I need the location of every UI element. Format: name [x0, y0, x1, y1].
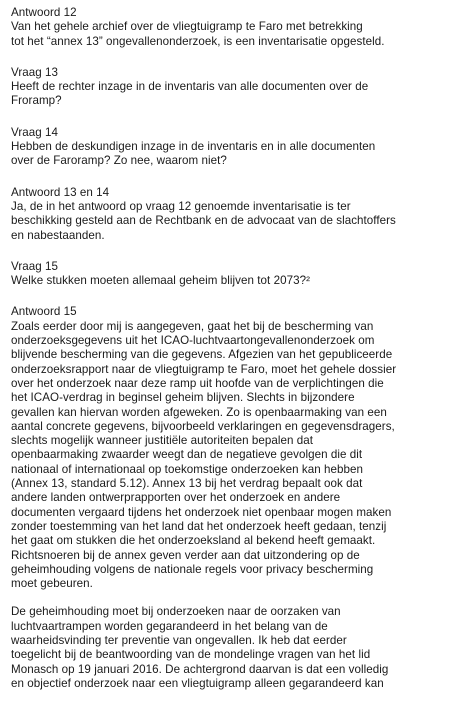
text-line: Van het gehele archief over de vliegtuigramp te Faro met betrekking — [11, 20, 363, 34]
text-line: Zoals eerder door mij is aangegeven, gaat het bij de bescherming van — [11, 319, 374, 333]
text-line: slechts mogelijk wanneer justitiële autoriteiten bepalen dat — [11, 434, 314, 448]
text-line: over het onderzoek naar deze ramp uit hoofde van de verplichtingen die — [11, 376, 384, 390]
text-line: het gaat om stukken die het onderzoeksland al bekend heeft gemaakt. — [11, 534, 376, 548]
section-vraag-13 — [11, 66, 466, 109]
text-line: moet gebeuren. — [11, 577, 93, 591]
section-heading: Antwoord 15 — [11, 305, 77, 319]
section-antwoord-15 — [11, 305, 466, 691]
section-heading: Antwoord 13 en 14 — [11, 185, 110, 199]
text-line: Froramp? — [11, 94, 62, 108]
text-line: andere landen ontwerprapporten over het onderzoek en andere — [11, 491, 341, 505]
text-line: Welke stukken moeten allemaal geheim blijven tot 2073?² — [11, 274, 310, 288]
section-antwoord-13-14 — [11, 186, 466, 243]
text-line: luchtvaartrampen worden gegarandeerd in het belang van de — [11, 619, 328, 633]
section-antwoord-12 — [11, 6, 466, 49]
section-vraag-14 — [11, 126, 466, 169]
section-vraag-15 — [11, 260, 466, 289]
text-line: De geheimhouding moet bij onderzoeken naar de oorzaken van — [11, 605, 341, 619]
text-line: en nabestaanden. — [11, 228, 105, 242]
paragraph-gap — [11, 591, 466, 605]
text-line: Heeft de rechter inzage in de inventaris van alle documenten over de — [11, 80, 369, 94]
text-line: toegelicht bij de beantwoording van de mondelinge vragen van het lid — [11, 648, 371, 662]
text-line: nationaal of internationaal op toekomstige onderzoeken kan hebben — [11, 462, 363, 476]
text-line: Hebben de deskundigen inzage in de inventaris en in alle documenten — [11, 140, 376, 154]
section-heading: Vraag 13 — [11, 65, 59, 79]
section-heading: Vraag 14 — [11, 125, 59, 139]
text-line: over de Faroramp? Zo nee, waarom niet? — [11, 154, 227, 168]
text-line: openbaarmaking zwaarder weegt dan de negatieve gevolgen die dit — [11, 448, 363, 462]
text-line: Richtsnoeren bij de annex geven verder aan dat uitzondering op de — [11, 548, 360, 562]
text-line: tot het “annex 13” ongevallenonderzoek, is een inventarisatie opgesteld. — [11, 34, 385, 48]
answer-paragraph-2 — [11, 605, 466, 691]
text-line: waarheidsvinding ter preventie van ongevallen. Ik heb dat eerder — [11, 633, 347, 647]
text-line: onderzoeksrapport naar de vliegtuigramp te Faro, moet het gehele dossier — [11, 362, 397, 376]
text-line: geheimhouding volgens de nationale regels voor privacy bescherming — [11, 562, 374, 576]
text-line: en objectief onderzoek naar een vliegtuigramp alleen gegarandeerd kan — [11, 676, 384, 690]
text-line: gevallen kan hiervan worden afgeweken. Zo is openbaarmaking van een — [11, 405, 387, 419]
text-line: blijvende bescherming van die gegevens. Afgezien van het gepubliceerde — [11, 348, 393, 362]
text-line: aantal concrete gegevens, bijvoorbeeld verklaringen en gegevensdragers, — [11, 419, 395, 433]
text-line: (Annex 13, standard 5.12). Annex 13 bij het verdrag bepaalt ook dat — [11, 477, 363, 491]
section-heading: Antwoord 12 — [11, 6, 77, 19]
section-heading: Vraag 15 — [11, 259, 59, 273]
text-line: het ICAO-verdrag in beginsel geheim blijven. Slechts in bijzondere — [11, 391, 355, 405]
text-line: documenten vergaard tijdens het onderzoek niet openbaar mogen maken — [11, 505, 392, 519]
answer-paragraph-1 — [11, 320, 466, 592]
text-line: zonder toestemming van het land dat het onderzoek heeft gedaan, tenzij — [11, 519, 387, 533]
text-line: beschikking gesteld aan de Rechtbank en de advocaat van de slachtoffers — [11, 214, 396, 228]
text-line: onderzoeksgegevens uit het ICAO-luchtvaartongevallenonderzoek om — [11, 334, 375, 348]
text-line: Ja, de in het antwoord op vraag 12 genoemde inventarisatie is ter — [11, 199, 351, 213]
text-line: Monasch op 19 januari 2016. De achtergrond daarvan is dat een volledig — [11, 662, 389, 676]
